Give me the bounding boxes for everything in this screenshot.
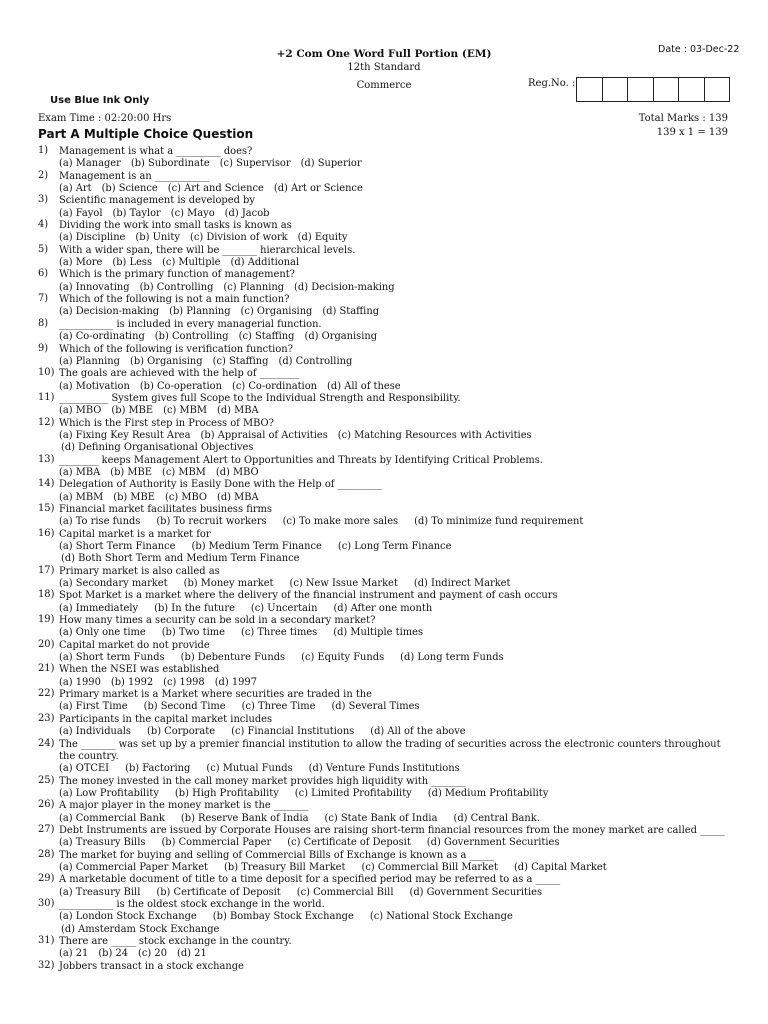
answer-option[interactable]: (b) Controlling [139,281,214,293]
question-number: 3) [38,194,49,206]
answer-option[interactable]: (c) National Stock Exchange [369,911,513,923]
question-text: Financial market facilitates business firms [59,503,272,515]
answer-option[interactable]: (c) Commercial Bill [296,886,394,898]
option-row [38,788,738,800]
answer-option[interactable]: (c) Staffing [212,355,269,367]
answer-option[interactable]: (b) Unity [135,232,180,244]
answer-option[interactable]: (a) London Stock Exchange [59,911,197,923]
answer-option[interactable]: (c) 20 [138,948,167,960]
answer-option[interactable]: (c) Multiple [162,257,221,269]
option-row [38,701,738,713]
question-item [38,171,738,196]
answer-option[interactable]: (c) Matching Resources with Activities [337,429,532,441]
answer-option[interactable]: (b) Less [112,257,153,269]
question-text: Capital market is a market for [59,528,211,540]
option-row [38,677,738,689]
answer-option[interactable]: (d) Both Short Term and Medium Term Finance [61,553,300,565]
answer-option[interactable]: (d) MBO [215,466,259,478]
question-item [38,615,738,640]
question-item [38,294,738,319]
option-row [38,183,738,195]
question-item [38,529,738,566]
question-number: 4) [38,219,49,231]
answer-option[interactable]: (a) Co-ordinating [59,331,145,343]
answer-option[interactable]: (b) High Profitability [174,787,279,799]
question-number: 25) [38,774,55,786]
question-text: Debt Instruments are issued by Corporate Houses are raising short-term financial resources from the money market are called _____ [59,824,725,836]
option-row [38,813,738,825]
question-number: 30) [38,897,55,909]
answer-option[interactable]: (c) Organising [240,306,313,318]
answer-option[interactable]: (d) Defining Organisational Objectives [61,442,254,454]
answer-option[interactable]: (d) Capital Market [513,861,607,873]
answer-option[interactable]: (d) Venture Funds Institutions [308,763,460,775]
answer-option[interactable]: (b) Corporate [147,726,216,738]
question-item [38,874,738,899]
answer-option[interactable]: (a) More [59,257,103,269]
answer-option[interactable]: (b) Medium Term Finance [191,541,322,552]
answer-option[interactable]: (a) Innovating [59,281,130,293]
question-number: 9) [38,342,49,354]
question-number: 13) [38,453,55,465]
answer-option[interactable]: (c) State Bank of India [324,812,438,824]
question-text: Which is the primary function of management? [59,269,295,281]
question-text: Scientific management is developed by [59,195,255,207]
option-row [38,924,738,936]
option-row [38,442,738,454]
answer-option[interactable]: (a) Secondary market [59,578,168,590]
option-row [38,627,738,639]
question-item [38,566,738,591]
answer-option[interactable]: (d) Central Bank. [453,812,540,824]
question-number: 21) [38,663,55,675]
answer-option[interactable]: (a) Manager [59,158,121,170]
answer-option[interactable]: (b) MBE [110,466,152,478]
question-number: 17) [38,564,55,576]
regno-boxes[interactable] [576,77,730,102]
answer-option[interactable]: (d) Equity [297,232,348,244]
answer-option[interactable]: (d) All of these [327,380,401,392]
question-item [38,455,738,480]
option-row [38,257,738,269]
question-text: A major player in the money market is the _______ [59,800,309,812]
question-item [38,714,738,739]
answer-option[interactable]: (c) New Issue Market [289,578,398,590]
answer-option[interactable]: (a) Low Profitability [59,787,159,799]
answer-option[interactable]: (c) Co-ordination [231,380,318,392]
answer-option[interactable]: (d) Indirect Market [413,578,511,590]
answer-option[interactable]: (c) Long Term Finance [337,541,452,552]
answer-option[interactable]: (a) Fayol [59,207,103,219]
option-row [38,948,738,960]
answer-option[interactable]: (b) MBE [111,405,154,417]
total-marks: Total Marks : 139 [638,113,728,124]
question-text: The goals are achieved with the help of ________ [59,368,300,380]
question-text: Management is an ___________ [59,170,210,182]
answer-option[interactable]: (c) Financial Institutions [231,726,355,738]
question-item [38,220,738,245]
subject-label: Commerce [356,80,412,91]
option-row [38,381,738,393]
answer-option[interactable]: (d) Organising [304,331,378,343]
answer-option[interactable]: (a) Short term Funds [59,652,165,664]
answer-option[interactable]: (a) MBO [59,405,102,417]
option-row [38,603,738,615]
question-text: Which of the following is not a main function? [59,294,290,306]
answer-option[interactable]: (d) 21 [177,948,207,960]
answer-option[interactable]: (c) MBO [164,491,207,503]
standard-label: 12th Standard [347,62,421,73]
answer-option[interactable]: (b) Commercial Paper [161,837,272,849]
option-row [38,232,738,244]
answer-option[interactable]: (c) Commercial Bill Market [361,861,498,873]
question-text: Primary market is also called as [59,565,220,577]
option-row [38,306,738,318]
answer-option[interactable]: (a) First Time [59,701,128,713]
question-number: 19) [38,614,55,626]
question-item [38,800,738,825]
answer-option[interactable]: (b) Science [101,183,158,195]
exam-date: Date : 03-Dec-22 [658,44,740,55]
answer-option[interactable]: (d) Jacob [224,207,270,219]
question-item [38,739,738,776]
answer-option[interactable]: (d) Decision-making [294,281,395,293]
answer-option[interactable]: (b) MBE [113,491,155,503]
question-item [38,146,738,171]
answer-option[interactable]: (a) Decision-making [59,306,160,318]
question-item [38,504,738,529]
answer-option[interactable]: (a) Individuals [59,726,132,738]
question-item [38,368,738,393]
question-number: 15) [38,502,55,514]
question-text: Delegation of Authority is Easily Done with the Help of _________ [59,479,383,491]
option-row [38,553,738,565]
question-text: Primary market is a Market where securities are traded in the [59,689,373,701]
answer-option[interactable]: (d) To minimize fund requirement [414,516,584,528]
question-text: How many times a security can be sold in a secondary market? [59,615,376,627]
answer-option[interactable]: (d) Several Times [331,701,420,713]
answer-option[interactable]: (c) Three Time [241,701,316,713]
question-item [38,269,738,294]
option-row [38,541,738,553]
option-row [38,405,738,417]
answer-option[interactable]: (a) Discipline [59,232,126,244]
answer-option[interactable]: (a) OTCEI [59,763,110,775]
question-text: The market for buying and selling of Commercial Bills of Exchange is known as a _____ [59,849,495,861]
question-text: The money invested in the call money market provides high liquidity with _______ [59,775,466,787]
answer-option[interactable]: (c) Three times [240,627,318,639]
answer-option[interactable]: (a) To rise funds [59,516,141,528]
question-item [38,245,738,270]
ink-note: Use Blue Ink Only [50,95,150,106]
question-number: 12) [38,416,55,428]
option-row [38,726,738,738]
answer-option[interactable]: (a) Treasury Bills [59,837,146,849]
question-number: 29) [38,873,55,885]
question-text: With a wider span, there will be _______ hierarchical levels. [59,244,356,256]
answer-option[interactable]: (b) Reserve Bank of India [180,812,309,824]
answer-option[interactable]: (b) Taylor [112,207,161,219]
answer-option[interactable]: (d) MBA [217,491,259,503]
question-text: Which of the following is verification function? [59,343,293,355]
question-text: __________ System gives full Scope to the Individual Strength and Responsibility. [59,392,461,404]
question-number: 26) [38,799,55,811]
answer-option[interactable]: (b) Money market [183,578,274,590]
question-item [38,479,738,504]
question-item [38,689,738,714]
answer-option[interactable]: (b) Bombay Stock Exchange [212,911,354,923]
answer-option[interactable]: (c) Division of work [189,232,288,244]
question-number: 2) [38,169,49,181]
answer-option[interactable]: (a) Planning [59,355,120,367]
answer-option[interactable]: (c) Limited Profitability [294,787,412,799]
question-item [38,825,738,850]
answer-option[interactable]: (a) Short Term Finance [59,541,176,552]
question-list [38,146,738,973]
answer-option[interactable]: (a) Immediately [59,602,139,614]
question-item [38,344,738,369]
regno-box[interactable] [603,78,629,101]
answer-option[interactable]: (c) Mayo [170,207,215,219]
question-text: A marketable document of title to a time deposit for a specified period may be referred to as a _____ [59,874,561,886]
question-number: 7) [38,293,49,305]
option-row [38,158,738,170]
option-row [38,652,738,664]
answer-option[interactable]: (c) Uncertain [250,602,318,614]
answer-option[interactable]: (b) Co-operation [139,380,222,392]
answer-option[interactable]: (b) In the future [154,602,235,614]
answer-option[interactable]: (a) Fixing Key Result Area [59,429,191,441]
question-item [38,776,738,801]
answer-option[interactable]: (d) Superior [300,158,362,170]
answer-option[interactable]: (a) MBM [59,491,104,503]
answer-option[interactable]: (b) To recruit workers [156,516,267,528]
answer-option[interactable]: (d) Art or Science [273,183,363,195]
answer-option[interactable]: (c) Planning [223,281,285,293]
question-item [38,850,738,875]
question-number: 24) [38,737,55,749]
question-number: 27) [38,823,55,835]
answer-option[interactable]: (a) MBA [59,466,101,478]
answer-option[interactable]: (b) Certificate of Deposit [156,886,281,898]
answer-option[interactable]: (b) Subordinate [130,158,210,170]
answer-option[interactable]: (b) 1992 [110,676,154,688]
regno-label: Reg.No. : [528,78,576,89]
question-number: 16) [38,527,55,539]
answer-option[interactable]: (b) Treasury Bill Market [224,861,346,873]
question-text: There are _____ stock exchange in the country. [59,936,292,947]
option-row [38,467,738,479]
answer-option[interactable]: (d) Controlling [278,355,353,367]
answer-option[interactable]: (a) Treasury Bill [59,886,141,898]
option-row [38,208,738,220]
question-text: Spot Market is a market where the delivery of the financial instrument and payment of cash occurs [59,590,558,602]
question-number: 10) [38,367,55,379]
question-text: Dividing the work into small tasks is known as [59,220,292,232]
regno-box[interactable] [679,78,705,101]
question-number: 20) [38,638,55,650]
option-row [38,911,738,923]
answer-option[interactable]: (d) 1997 [214,676,257,688]
answer-option[interactable]: (a) Commercial Paper Market [59,861,209,873]
marks-calculation: 139 x 1 = 139 [656,127,728,138]
answer-option[interactable]: (b) Debenture Funds [180,652,286,664]
answer-option[interactable]: (d) Staffing [322,306,380,318]
answer-option[interactable]: (d) MBA [217,405,259,417]
answer-option[interactable]: (b) Planning [169,306,231,318]
answer-option[interactable]: (d) Government Securities [426,837,560,849]
question-number: 1) [38,145,49,156]
answer-option[interactable]: (c) MBM [161,466,206,478]
answer-option[interactable]: (b) 24 [98,948,129,960]
question-text: Management is what a _________ does? [59,146,253,157]
question-item [38,936,738,961]
answer-option[interactable]: (c) To make more sales [282,516,399,528]
question-item [38,195,738,220]
question-text: When the NSEI was established [59,664,220,676]
answer-option[interactable]: (d) Additional [230,257,300,269]
exam-time: Exam Time : 02:20:00 Hrs [38,113,172,124]
answer-option[interactable]: (c) Supervisor [219,158,291,170]
answer-option[interactable]: (a) Art [59,183,92,195]
option-row [38,887,738,899]
question-number: 31) [38,935,55,946]
question-item [38,640,738,665]
answer-option[interactable]: (d) Medium Profitability [427,787,549,799]
answer-option[interactable]: (d) Multiple times [333,627,424,639]
option-row [38,516,738,528]
answer-option[interactable]: (c) Art and Science [167,183,264,195]
answer-option[interactable]: (b) Second Time [143,701,226,713]
question-number: 28) [38,848,55,860]
question-number: 8) [38,317,49,329]
question-item [38,393,738,418]
option-row [38,862,738,874]
answer-option[interactable]: (b) Organising [129,355,203,367]
answer-option[interactable]: (c) Equity Funds [301,652,385,664]
option-row [38,331,738,343]
regno-box[interactable] [705,78,730,101]
question-text: ________ keeps Management Alert to Opportunities and Threats by Identifying Critical Problems. [59,454,543,466]
question-item [38,664,738,689]
question-item [38,961,738,973]
answer-option[interactable]: (d) Amsterdam Stock Exchange [61,923,220,935]
question-text: Capital market do not provide [59,639,210,651]
answer-option[interactable]: (d) All of the above [370,726,466,738]
question-number: 18) [38,589,55,601]
question-text: The _______ was set up by a premier financial institution to allow the trading of securities across the electronic counters throughout the country. [59,738,721,762]
answer-option[interactable]: (b) Controlling [154,331,229,343]
question-number: 5) [38,243,49,255]
option-row [38,430,738,442]
option-row [38,837,738,849]
question-text: Jobbers transact in a stock exchange [59,960,244,972]
question-item [38,590,738,615]
answer-option[interactable]: (c) Certificate of Deposit [287,837,411,849]
paper-title: +2 Com One Word Full Portion (EM) [276,48,492,60]
answer-option[interactable]: (b) Factoring [125,763,191,775]
option-row [38,356,738,368]
answer-option[interactable]: (a) 21 [59,948,89,960]
question-text: ___________ is included in every managerial function. [59,318,322,330]
question-item [38,899,738,936]
answer-option[interactable]: (c) 1998 [163,676,205,688]
answer-option[interactable]: (c) MBM [163,405,207,417]
answer-option[interactable]: (a) Commercial Bank [59,812,165,824]
question-number: 11) [38,391,55,403]
question-number: 32) [38,959,55,971]
answer-option[interactable]: (a) Motivation [59,380,130,392]
answer-option[interactable]: (b) Appraisal of Activities [200,429,328,441]
question-number: 23) [38,712,55,724]
question-text: Participants in the capital market includes [59,713,273,725]
answer-option[interactable]: (c) Mutual Funds [206,763,293,775]
answer-option[interactable]: (a) 1990 [59,676,101,688]
option-row [38,282,738,294]
question-number: 22) [38,688,55,700]
question-item [38,319,738,344]
question-text: ___________ is the oldest stock exchange in the world. [59,898,325,910]
option-row [38,578,738,590]
question-text: Which is the First step in Process of MBO? [59,417,274,429]
section-title: Part A Multiple Choice Question [38,127,254,141]
regno-box[interactable] [577,78,603,101]
regno-box[interactable] [654,78,680,101]
question-number: 6) [38,268,49,280]
answer-option[interactable]: (b) Two time [161,627,225,639]
option-row [38,763,738,775]
answer-option[interactable]: (d) After one month [333,602,433,614]
answer-option[interactable]: (a) Only one time [59,627,146,639]
answer-option[interactable]: (d) Government Securities [409,886,543,898]
answer-option[interactable]: (c) Staffing [238,331,295,343]
question-item [38,418,738,455]
option-row [38,492,738,504]
regno-box[interactable] [628,78,654,101]
answer-option[interactable]: (d) Long term Funds [400,652,504,664]
question-number: 14) [38,478,55,490]
